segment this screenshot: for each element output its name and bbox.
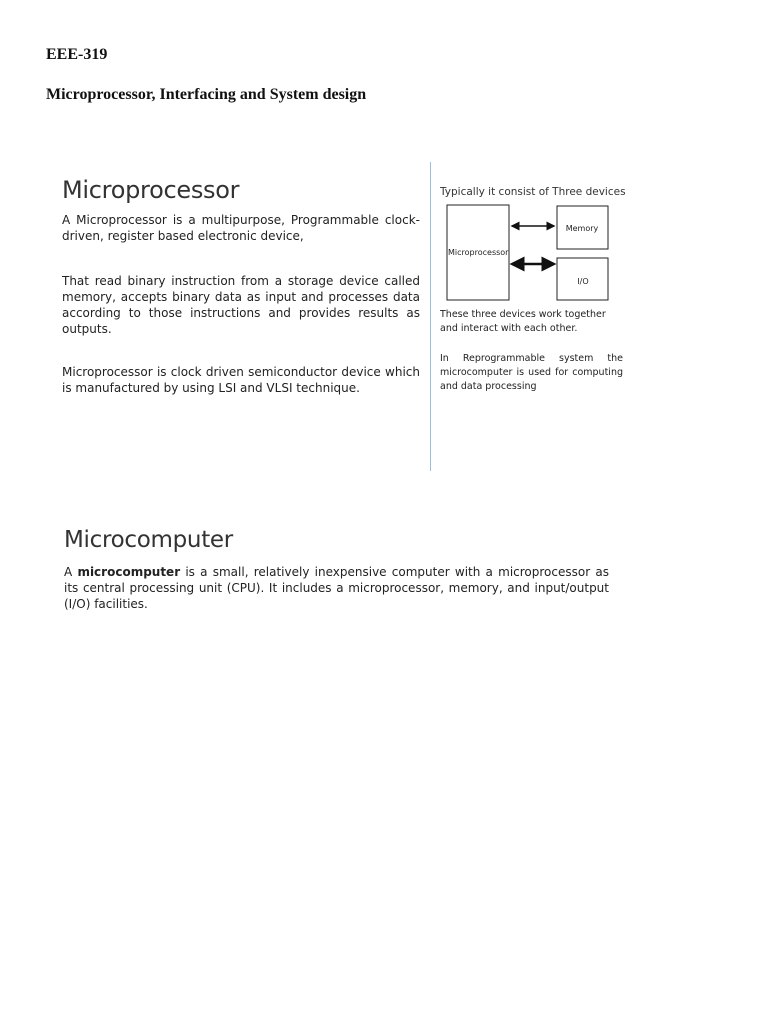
devices-interaction-note: These three devices work together and interact with each other. [440, 309, 606, 334]
io-block-label: I/O [577, 277, 589, 286]
microcomputer-term: microcomputer [77, 565, 181, 579]
microprocessor-function: That read binary instruction from a storage device called memory, accepts binary data as input and processes data according to those instructions and provides results as outputs. [62, 274, 420, 336]
microprocessor-block-label: Microprocessor [448, 248, 509, 257]
course-title: Microprocessor, Interfacing and System design [46, 86, 367, 103]
microprocessor-technology: Microprocessor is clock driven semiconductor device which is manufactured by using LSI and VLSI technique. [62, 365, 420, 395]
microprocessor-heading: Microprocessor [62, 176, 240, 204]
column-divider [430, 162, 431, 471]
memory-block-label: Memory [565, 224, 599, 233]
course-code: EEE-319 [46, 46, 108, 63]
devices-caption: Typically it consist of Three devices [440, 186, 626, 198]
system-block-diagram [440, 202, 620, 306]
microcomputer-heading: Microcomputer [64, 527, 233, 553]
microcomputer-description: is a small, relatively inexpensive computer with a microprocessor as its central processing unit (CPU). It includes a microprocessor, memory, and input/output (I/O) facilities. [64, 565, 609, 611]
reprogrammable-system-note: In Reprogrammable system the microcomputer is used for computing and data processing [440, 353, 623, 392]
microprocessor-definition: A Microprocessor is a multipurpose, Programmable clock-driven, register based electronic device, [62, 213, 420, 243]
microcomputer-intro: A [64, 565, 78, 579]
microcomputer-definition [64, 564, 609, 612]
